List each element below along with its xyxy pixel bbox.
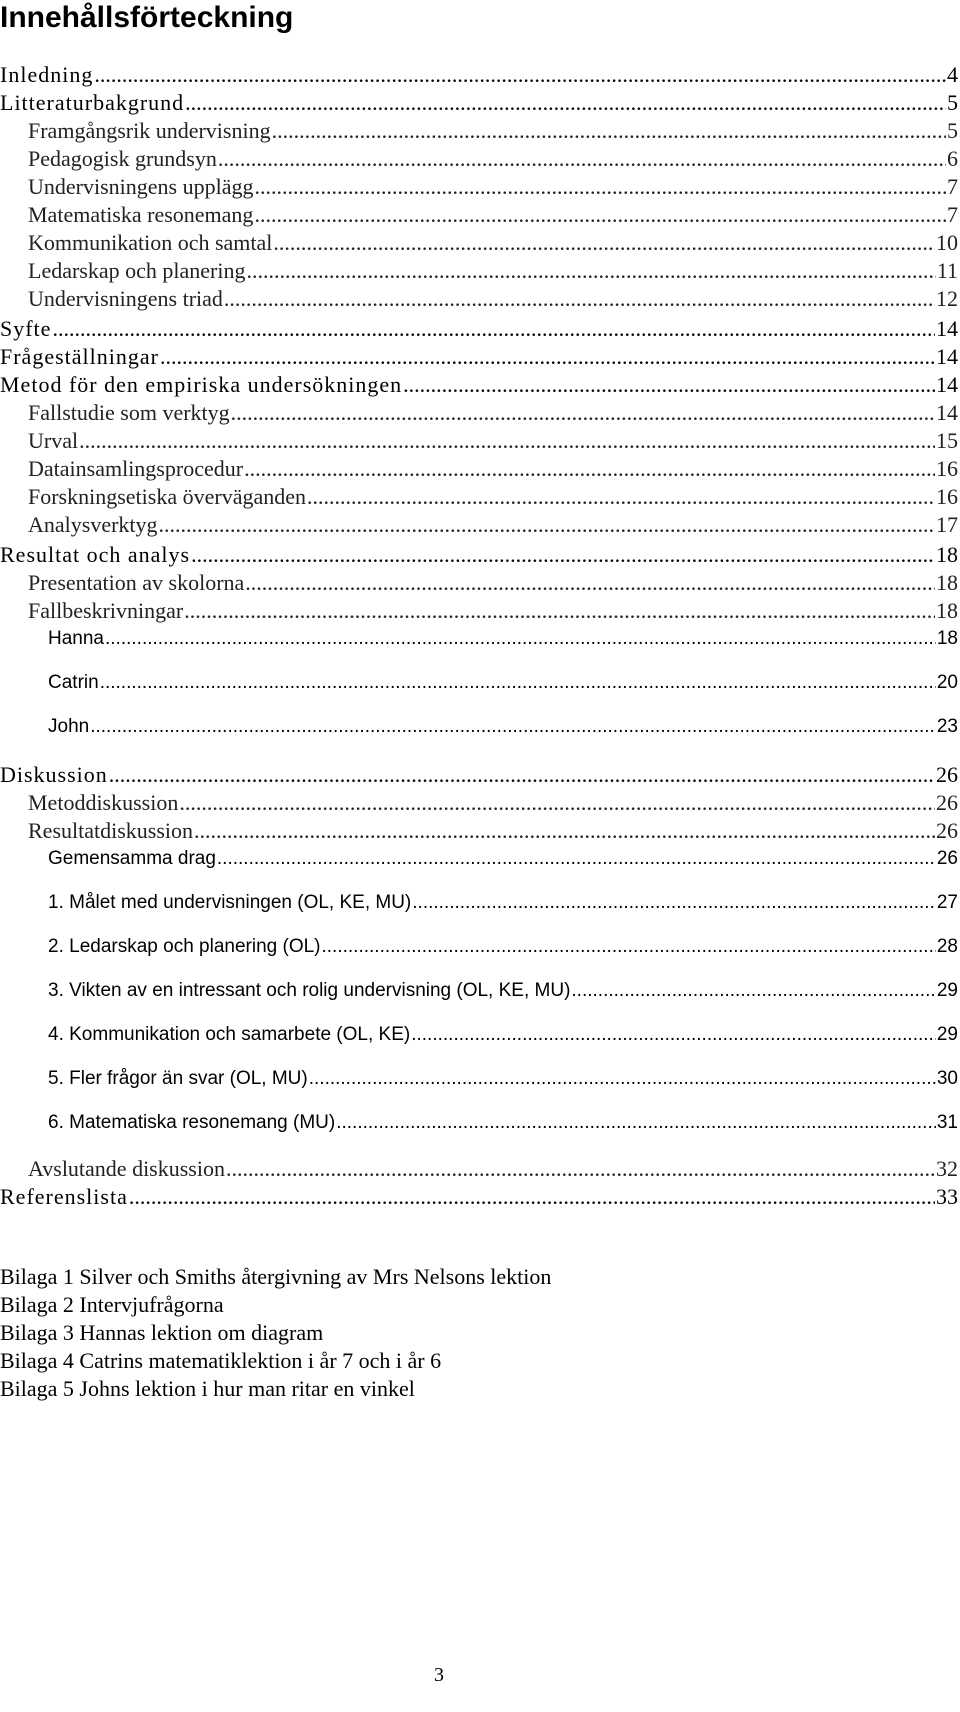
toc-entry-page: 4 xyxy=(947,62,958,87)
toc-entry-page: 14 xyxy=(936,400,958,425)
toc-entry-page: 18 xyxy=(936,570,958,595)
toc-entry[interactable] xyxy=(0,456,958,482)
dot-leader xyxy=(245,570,935,596)
toc-entry-label: Pedagogisk grundsyn xyxy=(28,146,217,171)
toc-entry-page: 16 xyxy=(936,484,958,509)
toc-entry[interactable] xyxy=(0,202,958,228)
toc-entry[interactable] xyxy=(0,542,958,568)
dot-leader xyxy=(90,716,936,738)
toc-entry-label: Kommunikation och samtal xyxy=(28,230,273,255)
dot-leader xyxy=(224,286,935,312)
toc-entry-label: 2. Ledarskap och planering (OL) xyxy=(48,936,321,957)
toc-entry[interactable] xyxy=(0,1112,958,1134)
toc-entry-page: 26 xyxy=(936,818,958,843)
toc-entry[interactable] xyxy=(0,90,958,116)
dot-leader xyxy=(272,118,946,144)
toc-entry-page: 20 xyxy=(936,672,958,693)
toc-entry-page: 15 xyxy=(936,428,958,453)
dot-leader xyxy=(191,542,935,568)
toc-entry-label: Forskningsetiska överväganden xyxy=(28,484,306,509)
toc-entry-page: 5 xyxy=(947,118,958,143)
dot-leader xyxy=(159,512,935,538)
dot-leader xyxy=(231,400,935,426)
toc-entry-page: 27 xyxy=(936,892,958,913)
toc-entry-label: Frågeställningar xyxy=(0,344,159,369)
toc-entry-page: 29 xyxy=(936,980,958,1001)
dot-leader xyxy=(184,598,935,624)
toc-entry-label: Referenslista xyxy=(0,1184,128,1209)
dot-leader xyxy=(246,258,935,284)
toc-entry-page: 23 xyxy=(936,716,958,737)
toc-entry-page: 26 xyxy=(936,848,958,869)
toc-entry[interactable] xyxy=(0,1184,958,1210)
toc-entry-page: 26 xyxy=(936,790,958,815)
toc-entry[interactable] xyxy=(0,230,958,256)
toc-entry-label: Litteraturbakgrund xyxy=(0,90,185,115)
dot-leader xyxy=(185,90,946,116)
toc-entry-page: 31 xyxy=(936,1112,958,1133)
appendix-item: Bilaga 2 Intervjufrågorna xyxy=(0,1292,224,1317)
appendix-item: Bilaga 1 Silver och Smiths återgivning av Mrs Nelsons lektion xyxy=(0,1264,552,1289)
dot-leader xyxy=(273,230,935,256)
toc-entry[interactable] xyxy=(0,316,958,342)
dot-leader xyxy=(322,936,936,958)
toc-entry[interactable] xyxy=(0,628,958,650)
dot-leader xyxy=(411,1024,936,1046)
dot-leader xyxy=(307,484,935,510)
toc-entry[interactable] xyxy=(0,372,958,398)
toc-entry-page: 7 xyxy=(947,174,958,199)
toc-entry[interactable] xyxy=(0,344,958,370)
appendix-item: Bilaga 4 Catrins matematiklektion i år 7 och i år 6 xyxy=(0,1348,442,1373)
toc-entry-label: 6. Matematiska resonemang (MU) xyxy=(48,1112,336,1133)
toc-entry[interactable] xyxy=(0,672,958,694)
toc-entry[interactable] xyxy=(0,1068,958,1090)
toc-entry[interactable] xyxy=(0,258,958,284)
toc-entry-page: 5 xyxy=(947,90,958,115)
toc-entry[interactable] xyxy=(0,118,958,144)
toc-entry-page: 14 xyxy=(936,344,958,369)
toc-entry[interactable] xyxy=(0,598,958,624)
toc-entry[interactable] xyxy=(0,146,958,172)
toc-entry[interactable] xyxy=(0,936,958,958)
dot-leader xyxy=(226,1156,935,1182)
toc-entry[interactable] xyxy=(0,762,958,788)
toc-entry-label: Inledning xyxy=(0,62,94,87)
toc-entry-page: 17 xyxy=(936,512,958,537)
toc-entry[interactable] xyxy=(0,512,958,538)
toc-entry-label: Resultatdiskussion xyxy=(28,818,194,843)
dot-leader xyxy=(412,892,936,914)
toc-entry-label: 4. Kommunikation och samarbete (OL, KE) xyxy=(48,1024,411,1045)
toc-entry-label: Metod för den empiriska undersökningen xyxy=(0,372,403,397)
toc-entry-label: Ledarskap och planering xyxy=(28,258,246,283)
dot-leader xyxy=(218,146,946,172)
toc-entry-label: Metoddiskussion xyxy=(28,790,179,815)
toc-entry-label: Framgångsrik undervisning xyxy=(28,118,271,143)
toc-entry-page: 14 xyxy=(936,316,958,341)
toc-entry[interactable] xyxy=(0,62,958,88)
dot-leader xyxy=(179,790,935,816)
toc-entry[interactable] xyxy=(0,570,958,596)
dot-leader xyxy=(52,316,935,342)
dot-leader xyxy=(94,62,946,88)
toc-entry[interactable] xyxy=(0,1156,958,1182)
appendix-item: Bilaga 5 Johns lektion i hur man ritar en vinkel xyxy=(0,1376,415,1401)
toc-entry-label: Hanna xyxy=(48,628,104,649)
toc-entry-page: 18 xyxy=(936,598,958,623)
appendix-item: Bilaga 3 Hannas lektion om diagram xyxy=(0,1320,324,1345)
toc-entry-page: 18 xyxy=(936,542,958,567)
toc-entry-label: Undervisningens upplägg xyxy=(28,174,254,199)
toc-entry-label: Fallstudie som verktyg xyxy=(28,400,230,425)
dot-leader xyxy=(336,1112,936,1134)
toc-entry-label: 3. Vikten av en intressant och rolig undervisning (OL, KE, MU) xyxy=(48,980,571,1001)
toc-entry-page: 32 xyxy=(936,1156,958,1181)
dot-leader xyxy=(105,628,936,650)
dot-leader xyxy=(244,456,935,482)
toc-entry[interactable] xyxy=(0,174,958,200)
toc-entry-label: Presentation av skolorna xyxy=(28,570,245,595)
dot-leader xyxy=(109,762,935,788)
dot-leader xyxy=(309,1068,936,1090)
toc-entry-label: Avslutande diskussion xyxy=(28,1156,225,1181)
toc-entry[interactable] xyxy=(0,1024,958,1046)
dot-leader xyxy=(79,428,935,454)
toc-entry-page: 29 xyxy=(936,1024,958,1045)
toc-entry-label: 5. Fler frågor än svar (OL, MU) xyxy=(48,1068,308,1089)
toc-entry[interactable] xyxy=(0,400,958,426)
toc-entry[interactable] xyxy=(0,790,958,816)
toc-entry-label: John xyxy=(48,716,90,737)
toc-entry-label: Datainsamlingsprocedur xyxy=(28,456,244,481)
toc-entry-label: Matematiska resonemang xyxy=(28,202,254,227)
dot-leader xyxy=(100,672,936,694)
page-number: 3 xyxy=(434,1664,444,1686)
toc-entry-label: Urval xyxy=(28,428,79,453)
toc-title: Innehållsförteckning xyxy=(0,1,294,34)
dot-leader xyxy=(254,174,946,200)
toc-entry-page: 30 xyxy=(936,1068,958,1089)
toc-entry[interactable] xyxy=(0,716,958,738)
toc-entry-page: 10 xyxy=(936,230,958,255)
dot-leader xyxy=(217,848,936,870)
toc-entry-page: 11 xyxy=(936,258,958,283)
dot-leader xyxy=(160,344,935,370)
toc-entry-page: 28 xyxy=(936,936,958,957)
toc-entry-label: Catrin xyxy=(48,672,99,693)
toc-entry-label: Undervisningens triad xyxy=(28,286,223,311)
toc-entry-label: 1. Målet med undervisningen (OL, KE, MU) xyxy=(48,892,412,913)
toc-entry-label: Syfte xyxy=(0,316,52,341)
toc-entry-label: Resultat och analys xyxy=(0,542,191,567)
toc-entry[interactable] xyxy=(0,818,958,844)
toc-entry[interactable] xyxy=(0,428,958,454)
toc-entry-page: 33 xyxy=(936,1184,958,1209)
toc-entry-page: 18 xyxy=(936,628,958,649)
toc-entry[interactable] xyxy=(0,848,958,870)
toc-entry-label: Fallbeskrivningar xyxy=(28,598,184,623)
toc-entry-page: 7 xyxy=(947,202,958,227)
toc-entry-label: Gemensamma drag xyxy=(48,848,216,869)
toc-entry-page: 16 xyxy=(936,456,958,481)
toc-entry-page: 12 xyxy=(936,286,958,311)
dot-leader xyxy=(254,202,946,228)
dot-leader xyxy=(571,980,935,1002)
toc-entry-label: Diskussion xyxy=(0,762,108,787)
toc-entry[interactable] xyxy=(0,286,958,312)
toc-entry[interactable] xyxy=(0,484,958,510)
dot-leader xyxy=(194,818,935,844)
toc-entry-page: 14 xyxy=(936,372,958,397)
toc-entry[interactable] xyxy=(0,980,958,1002)
dot-leader xyxy=(129,1184,935,1210)
toc-entry-page: 6 xyxy=(947,146,958,171)
toc-entry[interactable] xyxy=(0,892,958,914)
dot-leader xyxy=(403,372,935,398)
toc-entry-page: 26 xyxy=(936,762,958,787)
toc-entry-label: Analysverktyg xyxy=(28,512,158,537)
